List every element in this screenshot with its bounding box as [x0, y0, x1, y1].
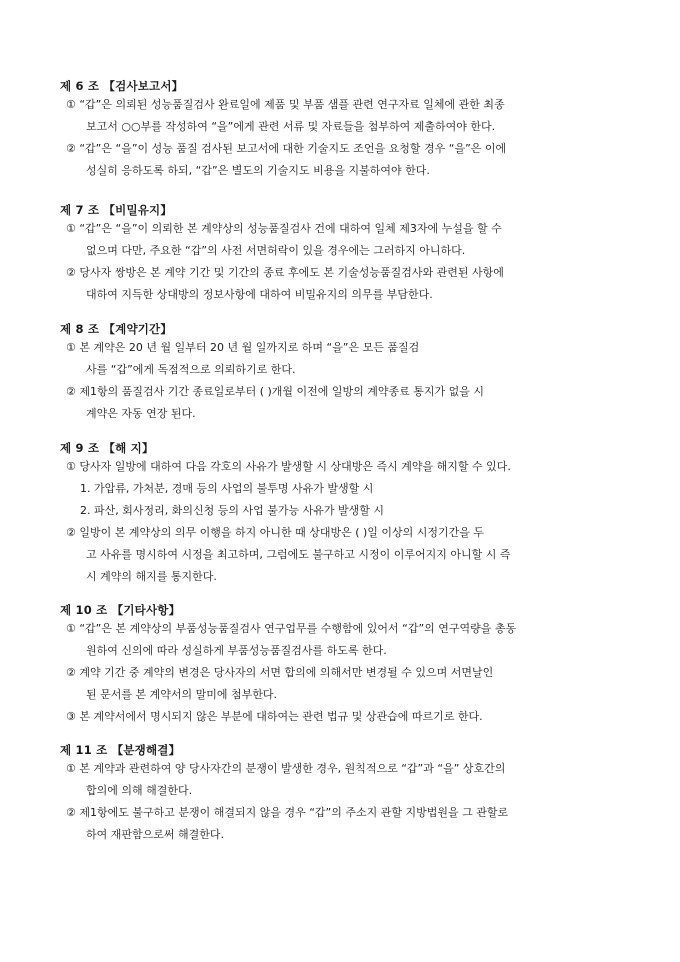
clause-line: 합의에 의해 해결한다. — [86, 784, 193, 797]
article-heading: 제 8 조 【계약기간】 — [60, 322, 173, 336]
clause-line: ③ 본 계약서에서 명시되지 않은 부분에 대하여는 관련 법규 및 상관습에 따르기로 한다. — [66, 710, 483, 723]
clause-line: ② 제1항의 품질검사 기간 종료일로부터 ( )개월 이전에 일방의 계약종료 통지가 없을 시 — [66, 385, 485, 398]
clause-line: 보고서 ○○부를 작성하여 “을”에게 관련 서류 및 자료들을 첨부하여 제출하여야 한다. — [86, 120, 496, 133]
clause-line: 하여 재판함으로써 해결한다. — [86, 828, 225, 841]
clause-line: 계약은 자동 연장 된다. — [86, 407, 196, 420]
sub-item: 2. 파산, 회사정리, 화의신청 등의 사업 불가능 사유가 발생할 시 — [80, 504, 384, 517]
clause-line: ① 본 계약은 20 년 월 일부터 20 년 월 일까지로 하며 “을”은 모든 품질검 — [66, 341, 420, 354]
clause-line: 고 사유를 명시하여 시정을 최고하며, 그럼에도 불구하고 시정이 이루어지지 아니할 시 즉 — [86, 548, 511, 561]
clause-line: 없으며 다만, 주요한 “갑”의 사전 서면허락이 있을 경우에는 그러하지 아니하다. — [86, 244, 466, 257]
clause-line: ① “갑”은 의뢰된 성능품질검사 완료일에 제품 및 부품 샘플 관련 연구자료 일체에 관한 최종 — [66, 98, 505, 111]
article-heading: 제 9 조 【해 지】 — [60, 441, 154, 455]
clause-line: 시 계약의 해지를 통지한다. — [86, 570, 217, 583]
clause-line: 성실히 응하도록 하되, “갑”은 별도의 기술지도 비용을 지불하여야 한다. — [86, 164, 430, 177]
article-heading: 제 10 조 【기타사항】 — [60, 603, 181, 617]
article-heading: 제 7 조 【비밀유지】 — [60, 203, 173, 217]
clause-line: ② 당사자 쌍방은 본 계약 기간 및 기간의 종료 후에도 본 기술성능품질검사와 관련된 사항에 — [66, 266, 504, 279]
clause-line: 된 문서를 본 계약서의 말미에 첨부한다. — [86, 688, 277, 701]
clause-line: ② 제1항에도 불구하고 분쟁이 해결되지 않을 경우 “갑”의 주소지 관할 지방법원을 그 관할로 — [66, 806, 509, 819]
clause-line: ② 계약 기간 중 계약의 변경은 당사자의 서면 합의에 의해서만 변경될 수 있으며 서면날인 — [66, 666, 494, 679]
clause-line: ① “갑”은 본 계약상의 부품성능품질검사 연구업무를 수행함에 있어서 “갑”의 연구역량을 총동 — [66, 622, 517, 635]
clause-line: ① “갑”은 “을”이 의뢰한 본 계약상의 성능품질검사 건에 대하여 일체 제3자에 누설을 할 수 — [66, 222, 502, 235]
clause-line: ① 본 계약과 관련하여 양 당사자간의 분쟁이 발생한 경우, 원칙적으로 “갑”과 “을” 상호간의 — [66, 762, 506, 775]
clause-line: 원하여 신의에 따라 성실하게 부품성능품질검사를 하도록 한다. — [86, 644, 387, 657]
clause-line: ② “갑”은 “을”이 성능 품질 검사된 보고서에 대한 기술지도 조언을 요청할 경우 “을”은 이에 — [66, 142, 507, 155]
clause-line: 대하여 지득한 상대방의 정보사항에 대하여 비밀유지의 의무를 부담한다. — [86, 288, 433, 301]
article-heading: 제 6 조 【검사보고서】 — [60, 79, 184, 93]
clause-line: 사를 “갑”에게 독점적으로 의뢰하기로 한다. — [86, 363, 296, 376]
sub-item: 1. 가압류, 가처분, 경매 등의 사업의 불투명 사유가 발생할 시 — [80, 482, 374, 495]
article-heading: 제 11 조 【분쟁해결】 — [60, 743, 181, 757]
clause-line: ① 당사자 일방에 대하여 다음 각호의 사유가 발생할 시 상대방은 즉시 계약을 해지할 수 있다. — [66, 460, 511, 473]
clause-line: ② 일방이 본 계약상의 의무 이행을 하지 아니한 때 상대방은 ( )일 이상의 시정기간을 두 — [66, 526, 485, 539]
